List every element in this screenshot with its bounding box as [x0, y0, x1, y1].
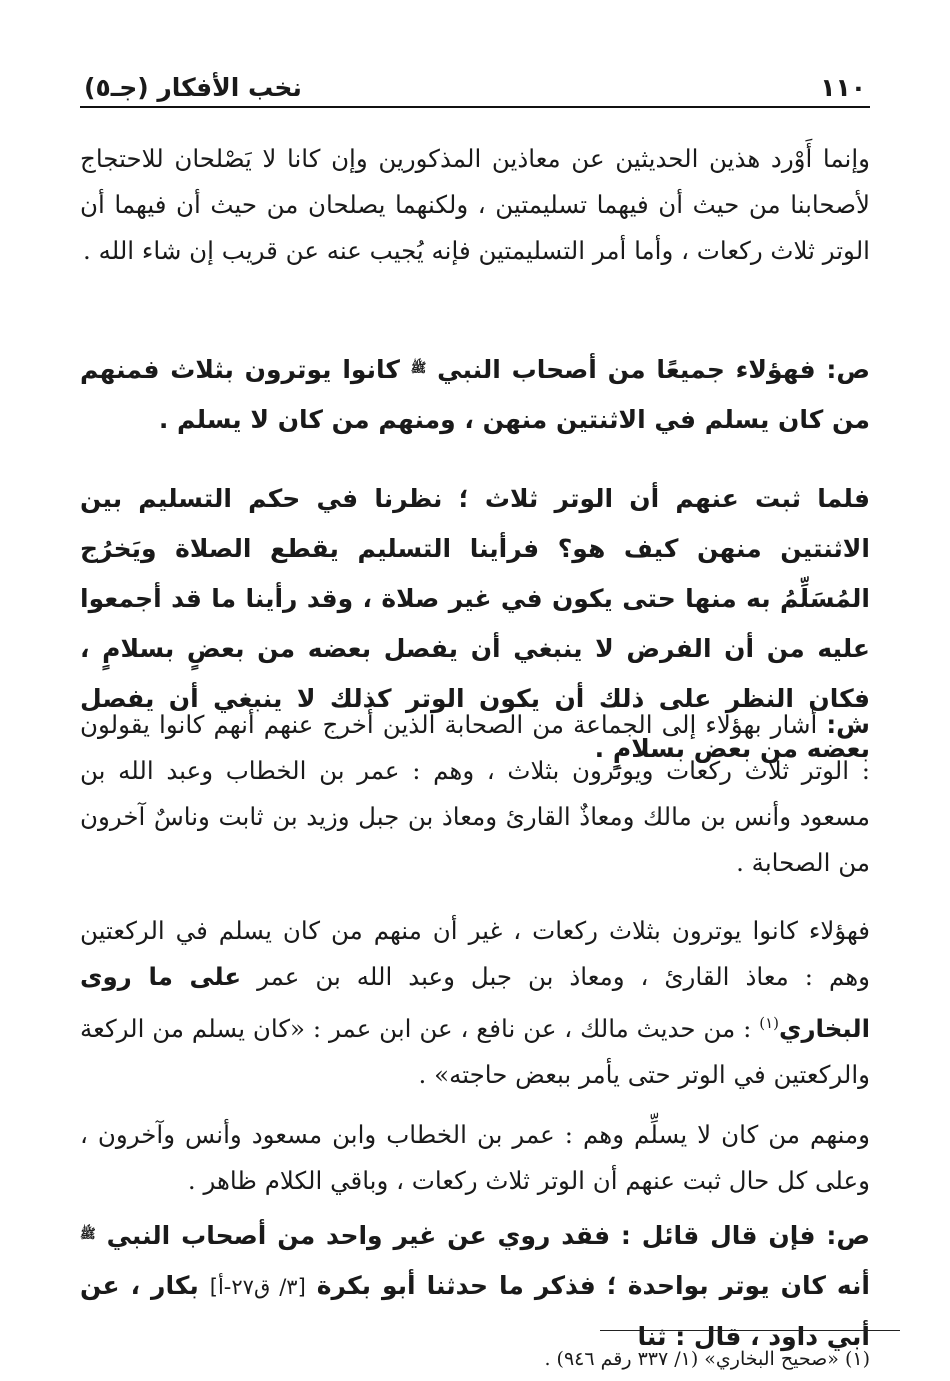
- shin-label: ش:: [826, 710, 870, 739]
- footnote-text: (١) «صحيح البخاري» (١/ ٣٣٧ رقم ٩٤٦) .: [544, 1348, 870, 1370]
- salutation-glyph: ﷺ: [410, 361, 427, 376]
- paragraph-text: أشار بهؤلاء إلى الجماعة من الصحابة الذين أخرج عنهم أنهم كانوا يقولون : الوتر ثلاث ركعات ويوترون بثلاث ، وهم : عمر بن الخطاب وعبد الله بن مسعود وأنس بن مالك ومعاذٌ القارئ ومعاذ بن جبل وزيد بن ثابت وناسٌ آخرون من الصحابة .: [80, 710, 870, 877]
- salutation-glyph: ﷺ: [80, 1227, 96, 1242]
- text-paragraph-1: [80, 344, 870, 445]
- book-title: نخب الأفكار (جـ٥): [84, 73, 302, 102]
- footnote-reference[interactable]: (١): [759, 1014, 779, 1032]
- running-header: [80, 62, 870, 102]
- paragraph-text: فإن قال قائل : فقد روي عن غير واحد من أصحاب النبي: [106, 1221, 816, 1250]
- highlighted-text: على ما روى البخاري: [80, 962, 870, 1043]
- commentary-paragraph-3: [80, 908, 870, 1098]
- sad-label: ص:: [826, 1221, 870, 1250]
- paragraph-text: بكار ، عن أبي داود ، قال : ثنا: [80, 1271, 870, 1351]
- paragraph-text: فهؤلاء جميعًا من أصحاب النبي: [437, 355, 816, 384]
- paragraph-text: أنه كان يوتر بواحدة ؛ فذكر ما حدثنا أبو بكرة: [316, 1271, 870, 1300]
- header-rule: [80, 106, 870, 108]
- footnote-rule: [600, 1330, 900, 1331]
- paragraph-text: وإنما أَوْرد هذين الحديثين عن معاذين المذكورين وإن كانا لا يَصْلحان للاحتجاج لأصحابنا من حيث أن فيهما تسليمتين ، ولكنهما يصلحان من حيث أن فيهما أن الوتر ثلاث ركعات ، وأما أمر التسليمتين فإنه يُجيب عنه عن قريب إن شاء الله .: [80, 144, 870, 265]
- paragraph-text: : من حديث مالك ، عن نافع ، عن ابن عمر : «كان يسلم من الركعة والركعتين في الوتر حتى يأمر ببعض حاجته» .: [80, 1014, 870, 1089]
- book-page: [80, 62, 870, 1370]
- paragraph-text: كانوا يوترون بثلاث فمنهم من كان يسلم في الاثنتين منهن ، ومنهم من كان لا يسلم .: [80, 355, 870, 434]
- sad-label: ص:: [826, 355, 870, 384]
- footnote-separator: [80, 1330, 900, 1331]
- paragraph-text: فهؤلاء كانوا يوترون بثلاث ركعات ، غير أن منهم من كان يسلم في الركعتين وهم : معاذ القارئ ، ومعاذ بن جبل وعبد الله بن عمر: [80, 916, 870, 991]
- commentary-paragraph-2: [80, 702, 870, 886]
- page-number: ١١٠: [820, 73, 866, 102]
- text-paragraph-3: [80, 1210, 870, 1362]
- paragraph-text: فلما ثبت عنهم أن الوتر ثلاث ؛ نظرنا في حكم التسليم بين الاثنتين منهن كيف هو؟ فرأينا التسليم يقطع الصلاة ويَخرُج المُسَلِّمُ به منها حتى يكون في غير صلاة ، وقد رأينا ما قد أجمعوا عليه من أن الفرض لا ينبغي أن يفصل بعضه من بعضٍ بسلامٍ ، فكان النظر على ذلك أن يكون الوتر كذلك لا ينبغي أن يفصل بعضه من بعض بسلامٍ .: [80, 484, 870, 763]
- paragraph-text: ومنهم من كان لا يسلِّم وهم : عمر بن الخطاب وابن مسعود وأنس وآخرون ، وعلى كل حال ثبت عنهم أن الوتر ثلاث ركعات ، وباقي الكلام ظاهر .: [80, 1120, 870, 1195]
- commentary-paragraph-4: [80, 1112, 870, 1204]
- footnote: [80, 1344, 870, 1374]
- commentary-paragraph-1: [80, 136, 870, 274]
- manuscript-marker: [٣/ ق٢٧-أ]: [209, 1275, 306, 1299]
